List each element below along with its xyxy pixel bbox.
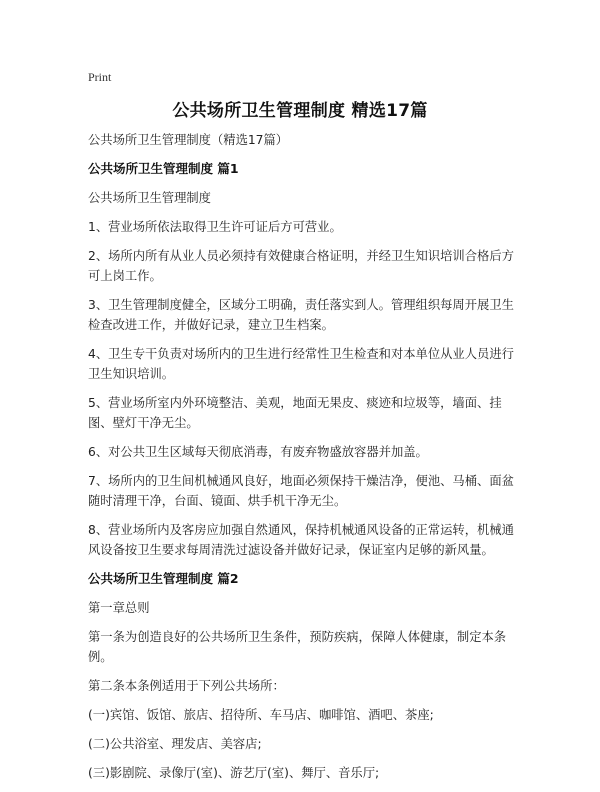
rule-item-2: 2、场所内所有从业人员必须持有效健康合格证明，并经卫生知识培训合格后方可上岗工作。 [88,249,514,283]
article-item-1: 第一条为创造良好的公共场所卫生条件，预防疾病，保障人体健康，制定本条例。 [88,630,507,664]
rule-item-1: 1、营业场所依法取得卫生许可证后方可营业。 [88,220,342,234]
section-intro: 公共场所卫生管理制度 [88,191,211,205]
rule-item-8: 8、营业场所内及客房应加强自然通风，保持机械通风设备的正常运转，机械通风设备按卫生要求每周清洗过滤设备并做好记录，保证室内足够的新风量。 [88,523,514,557]
rule-item-4: 4、卫生专干负责对场所内的卫生进行经常性卫生检查和对本单位从业人员进行卫生知识培训。 [88,347,514,381]
venue-list-item-2: (二)公共浴室、理发店、美容店; [88,737,262,751]
rule-item-3: 3、卫生管理制度健全，区域分工明确，责任落实到人。管理组织每周开展卫生检查改进工作，并做好记录，建立卫生档案。 [88,298,514,332]
document-subtitle: 公共场所卫生管理制度（精选17篇） [88,133,289,147]
venue-list-item-3: (三)影剧院、录像厅(室)、游艺厅(室)、舞厅、音乐厅; [88,766,380,780]
rule-item-5: 5、营业场所室内外环境整洁、美观，地面无果皮、痰迹和垃圾等，墙面、挂图、壁灯干净无尘。 [88,396,502,430]
document-title: 公共场所卫生管理制度 精选17篇 [172,101,428,121]
section-heading-1: 公共场所卫生管理制度 篇1 [88,161,239,176]
document-body [88,130,518,792]
venue-list-item-1: (一)宾馆、饭馆、旅店、招待所、车马店、咖啡馆、酒吧、茶座; [88,708,434,722]
rule-item-7: 7、场所内的卫生间机械通风良好，地面必须保持干燥洁净，便池、马桶、面盆随时清理干净，台面、镜面、烘手机干净无尘。 [88,474,514,508]
print-label: Print [88,70,112,84]
article-item-2: 第二条本条例适用于下列公共场所： [88,679,285,693]
rule-item-6: 6、对公共卫生区域每天彻底消毒，有废弃物盛放容器并加盖。 [88,445,428,459]
section-heading-2: 公共场所卫生管理制度 篇2 [88,571,239,586]
chapter-title: 第一章总则 [88,601,150,615]
